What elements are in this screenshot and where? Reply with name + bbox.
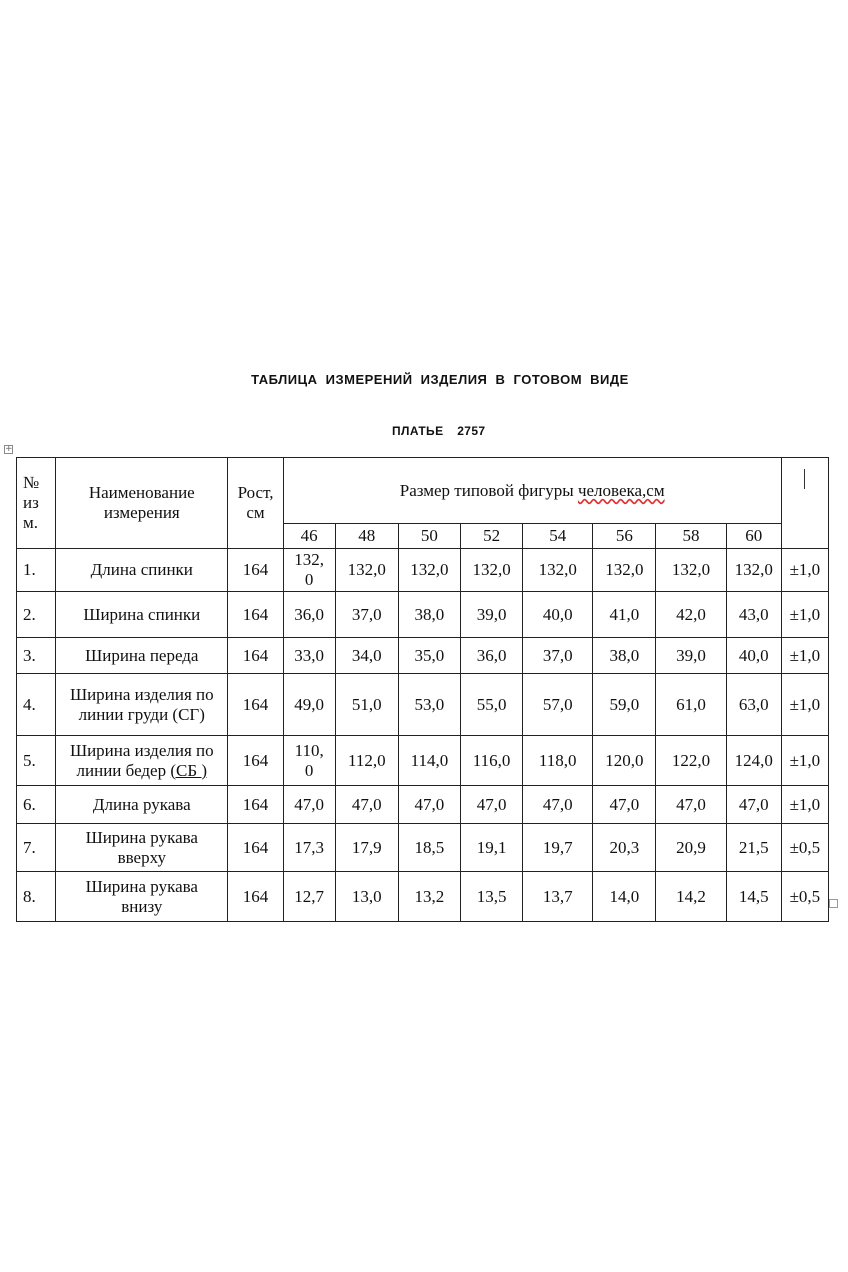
size-header-cell: 60: [726, 524, 781, 549]
row-name: [56, 674, 228, 736]
row-value: 47,0: [461, 786, 523, 824]
row-value: 124,0: [726, 736, 781, 786]
header-number-line: м.: [23, 513, 39, 532]
row-height: 164: [228, 592, 283, 638]
header-name-line: Наименование: [88, 483, 195, 502]
row-tolerance: ±1,0: [781, 786, 828, 824]
size-header-cell: 54: [523, 524, 593, 549]
table-resize-handle-icon[interactable]: [829, 899, 838, 908]
row-value-line: 0: [304, 570, 314, 589]
row-value: 36,0: [461, 638, 523, 674]
row-name: Ширина спинки: [56, 592, 228, 638]
row-value: 47,0: [335, 786, 398, 824]
row-name: Длина рукава: [56, 786, 228, 824]
row-value: 43,0: [726, 592, 781, 638]
row-value: 132,0: [593, 549, 656, 592]
size-header-cell: 52: [461, 524, 523, 549]
row-value: 120,0: [593, 736, 656, 786]
row-value: 21,5: [726, 824, 781, 872]
row-value: 37,0: [523, 638, 593, 674]
header-number-line: №: [23, 473, 40, 492]
row-tolerance: ±1,0: [781, 549, 828, 592]
document-subtitle: ПЛАТЬЕ 2757: [392, 424, 486, 438]
table-header-row: [17, 458, 829, 524]
row-value: 13,7: [523, 872, 593, 922]
row-name: [56, 736, 228, 786]
row-height: 164: [228, 736, 283, 786]
row-height: 164: [228, 549, 283, 592]
row-value: 122,0: [656, 736, 726, 786]
row-tolerance: ±1,0: [781, 736, 828, 786]
row-value: 38,0: [398, 592, 460, 638]
row-value: 36,0: [283, 592, 335, 638]
table-row: [17, 786, 829, 824]
row-number: 5.: [17, 736, 56, 786]
row-value: 118,0: [523, 736, 593, 786]
row-value: 112,0: [335, 736, 398, 786]
row-height: 164: [228, 824, 283, 872]
measurement-table: [16, 457, 829, 922]
row-value: 47,0: [398, 786, 460, 824]
header-name-line: измерения: [103, 503, 180, 522]
row-value: 63,0: [726, 674, 781, 736]
row-value: 61,0: [656, 674, 726, 736]
row-value: 57,0: [523, 674, 593, 736]
table-row: [17, 549, 829, 592]
row-value-line: 0: [304, 760, 314, 780]
row-value: 47,0: [283, 786, 335, 824]
row-value-line: 132,: [294, 550, 325, 569]
row-tolerance: ±1,0: [781, 592, 828, 638]
row-name: Длина спинки: [56, 549, 228, 592]
row-value: 14,5: [726, 872, 781, 922]
size-header-cell: 50: [398, 524, 460, 549]
row-value: 47,0: [593, 786, 656, 824]
text-cursor-icon: [804, 469, 805, 489]
header-tolerance-cell: [781, 458, 828, 549]
row-value: 37,0: [335, 592, 398, 638]
row-value: 132,0: [726, 549, 781, 592]
header-number-cell: [17, 458, 56, 549]
row-name: Ширина переда: [56, 638, 228, 674]
table-row: [17, 592, 829, 638]
row-name-line-part: линии бедер: [76, 760, 171, 780]
row-value: 116,0: [461, 736, 523, 786]
row-value: 13,5: [461, 872, 523, 922]
header-sizes-group-label: Размер типовой фигуры: [399, 480, 578, 500]
row-value: 17,3: [283, 824, 335, 872]
row-value: 20,9: [656, 824, 726, 872]
header-sizes-group-label-spellcheck: человека,см: [577, 480, 665, 500]
row-number: 1.: [17, 549, 56, 592]
row-name-line: [58, 761, 225, 781]
table-row: [17, 872, 829, 922]
row-name-line: Ширина изделия по: [69, 740, 214, 760]
row-number: 3.: [17, 638, 56, 674]
row-tolerance: ±0,5: [781, 824, 828, 872]
header-number-line: из: [23, 493, 39, 512]
row-name: [56, 872, 228, 922]
header-sizes-group-cell: [283, 458, 781, 524]
row-value: 39,0: [461, 592, 523, 638]
header-height-line: Рост,: [237, 483, 274, 502]
row-value: 38,0: [593, 638, 656, 674]
size-header-cell: 46: [283, 524, 335, 549]
row-value: 34,0: [335, 638, 398, 674]
table-row: [17, 638, 829, 674]
row-value: 59,0: [593, 674, 656, 736]
row-height: 164: [228, 872, 283, 922]
row-value: 33,0: [283, 638, 335, 674]
row-name-line: Ширина рукава: [85, 876, 198, 896]
row-name: [56, 824, 228, 872]
row-value: 42,0: [656, 592, 726, 638]
row-value: 47,0: [726, 786, 781, 824]
row-value: [283, 549, 335, 592]
row-name-line: внизу: [121, 896, 163, 916]
row-value: [283, 736, 335, 786]
row-number: 2.: [17, 592, 56, 638]
size-header-cell: 58: [656, 524, 726, 549]
row-value-line: 110,: [294, 740, 324, 760]
row-value: 18,5: [398, 824, 460, 872]
row-value: 40,0: [523, 592, 593, 638]
row-value: 47,0: [523, 786, 593, 824]
row-number: 8.: [17, 872, 56, 922]
row-value: 40,0: [726, 638, 781, 674]
row-number: 7.: [17, 824, 56, 872]
row-value: 114,0: [398, 736, 460, 786]
row-number: 6.: [17, 786, 56, 824]
header-name-cell: [56, 458, 228, 549]
document-title: ТАБЛИЦА ИЗМЕРЕНИЙ ИЗДЕЛИЯ В ГОТОВОМ ВИДЕ: [251, 372, 629, 387]
row-value: 132,0: [461, 549, 523, 592]
row-value: 17,9: [335, 824, 398, 872]
row-name-line: Ширина изделия по: [69, 684, 214, 704]
row-height: 164: [228, 674, 283, 736]
row-value: 19,1: [461, 824, 523, 872]
row-height: 164: [228, 786, 283, 824]
row-value: 13,0: [335, 872, 398, 922]
row-value: 132,0: [398, 549, 460, 592]
row-tolerance: ±1,0: [781, 674, 828, 736]
size-header-cell: 48: [335, 524, 398, 549]
row-value: 14,2: [656, 872, 726, 922]
row-value: 47,0: [656, 786, 726, 824]
table-row: [17, 824, 829, 872]
row-value: 41,0: [593, 592, 656, 638]
row-number: 4.: [17, 674, 56, 736]
row-value: 14,0: [593, 872, 656, 922]
row-height: 164: [228, 638, 283, 674]
row-name-line: Ширина рукава: [85, 827, 198, 847]
header-height-line: см: [246, 503, 265, 522]
header-height-cell: [228, 458, 283, 549]
row-value: 53,0: [398, 674, 460, 736]
row-value: 39,0: [656, 638, 726, 674]
row-value: 20,3: [593, 824, 656, 872]
row-value: 49,0: [283, 674, 335, 736]
row-value: 55,0: [461, 674, 523, 736]
row-name-line: вверху: [117, 847, 166, 867]
row-name-line-part: (СБ ): [170, 760, 208, 780]
row-value: 51,0: [335, 674, 398, 736]
table-row: [17, 736, 829, 786]
row-value: 35,0: [398, 638, 460, 674]
row-value: 13,2: [398, 872, 460, 922]
row-value: 132,0: [335, 549, 398, 592]
table-row: [17, 674, 829, 736]
row-tolerance: ±0,5: [781, 872, 828, 922]
row-name-line: линии груди (СГ): [78, 704, 205, 724]
size-header-cell: 56: [593, 524, 656, 549]
row-value: 132,0: [656, 549, 726, 592]
row-value: 132,0: [523, 549, 593, 592]
row-value: 12,7: [283, 872, 335, 922]
row-value: 19,7: [523, 824, 593, 872]
row-tolerance: ±1,0: [781, 638, 828, 674]
table-move-handle-icon[interactable]: +: [5, 444, 13, 454]
